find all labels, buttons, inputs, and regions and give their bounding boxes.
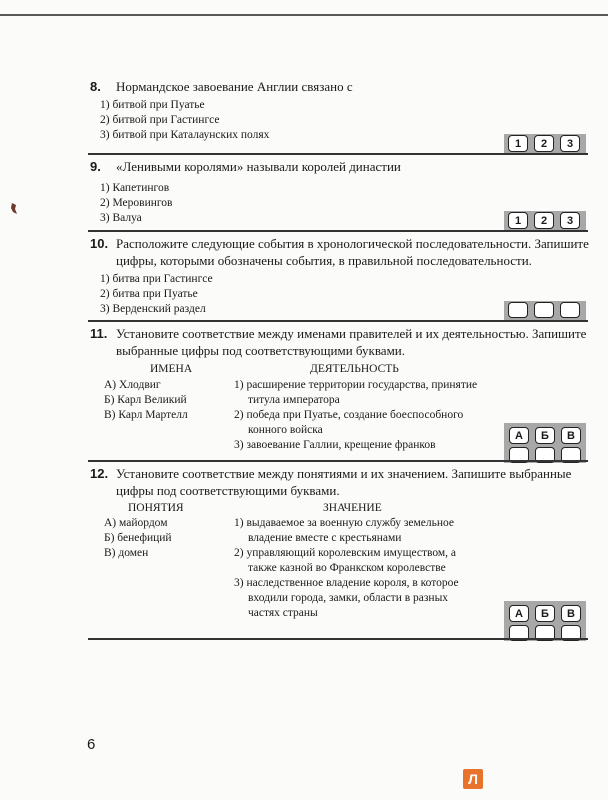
ink-spot-icon	[9, 202, 19, 216]
top-rule	[0, 14, 608, 16]
question-number: 10.	[90, 236, 109, 251]
match-right-item: 3) завоевание Галлии, крещение франков	[234, 439, 436, 451]
match-right-item: 2) управляющий королевским имуществом, а также казной во Франкском королевстве	[234, 547, 457, 574]
option: 2) битва при Пуатье	[100, 288, 198, 300]
match-left-list	[104, 378, 224, 423]
match-left-item: А) майордом	[104, 517, 168, 529]
answer-boxes	[508, 212, 580, 229]
letter-row	[504, 427, 586, 444]
letter-box-v: В	[561, 605, 581, 622]
answer-box-2[interactable]: 2	[534, 135, 554, 152]
answer-area	[504, 423, 586, 463]
column-header-concepts: ПОНЯТИЯ	[128, 502, 184, 514]
option: 2) битвой при Гастингсе	[100, 114, 220, 126]
answer-box-3[interactable]	[560, 302, 580, 318]
question-number: 8.	[90, 79, 101, 94]
question-number: 9.	[90, 159, 101, 174]
question-11	[90, 325, 590, 359]
answer-box-1[interactable]: 1	[508, 212, 528, 229]
answer-box-3[interactable]: 3	[560, 135, 580, 152]
match-left-list	[104, 516, 224, 561]
match-left-item: В) домен	[104, 547, 149, 559]
option: 1) Капетингов	[100, 182, 170, 194]
question-text: Расположите следующие события в хронологической последовательности. Запишите цифры, которыми обозначены события, в правильной последовательности.	[116, 236, 589, 268]
column-header-names: ИМЕНА	[150, 363, 193, 375]
option: 3) битвой при Каталаунских полях	[100, 129, 270, 141]
match-left-item: А) Хлодвиг	[104, 379, 161, 391]
letter-row	[504, 605, 586, 622]
match-left-item: В) Карл Мартелл	[104, 409, 188, 421]
answer-box-2[interactable]	[534, 302, 554, 318]
match-right-item: 1) расширение территории государства, принятие титула императора	[234, 379, 478, 406]
question-12	[90, 465, 590, 499]
letter-box-a: А	[509, 605, 529, 622]
match-right-list	[234, 516, 482, 621]
answer-box-1[interactable]: 1	[508, 135, 528, 152]
option: 1) битвой при Пуатье	[100, 99, 205, 111]
question-text: Установите соответствие между понятиями и их значением. Запишите выбранные цифры под соответствующими буквами.	[116, 466, 572, 498]
publisher-logo-icon: Л	[463, 769, 483, 789]
match-left-item: Б) Карл Великий	[104, 394, 187, 406]
option: 3) Валуа	[100, 212, 142, 224]
divider	[88, 230, 588, 232]
match-right-item: 2) победа при Пуатье, создание боеспособного конного войска	[234, 409, 464, 436]
answer-box-2[interactable]: 2	[534, 212, 554, 229]
answer-boxes	[508, 302, 580, 318]
letter-box-b: Б	[535, 427, 555, 444]
question-text: Установите соответствие между именами правителей и их деятельностью. Запишите выбранные цифры под соответствующими буквами.	[116, 326, 587, 358]
answer-box-3[interactable]: 3	[560, 212, 580, 229]
divider	[88, 320, 588, 322]
letter-box-a: А	[509, 427, 529, 444]
divider	[88, 638, 588, 640]
divider	[88, 153, 588, 155]
question-text: «Ленивыми королями» называли королей династии	[116, 159, 401, 174]
letter-box-v: В	[561, 427, 581, 444]
question-text: Нормандское завоевание Англии связано с	[116, 79, 353, 94]
page-number: 6	[87, 736, 96, 753]
column-header-meaning: ЗНАЧЕНИЕ	[323, 502, 382, 514]
match-right-item: 3) наследственное владение короля, в которое входили города, замки, области в разных частях страны	[234, 577, 459, 619]
question-number: 12.	[90, 466, 109, 481]
letter-box-b: Б	[535, 605, 555, 622]
match-right-list	[234, 378, 482, 453]
answer-box-1[interactable]	[508, 302, 528, 318]
match-right-item: 1) выдаваемое за военную службу земельное владение вместе с крестьянами	[234, 517, 455, 544]
option: 1) битва при Гастингсе	[100, 273, 213, 285]
answer-area	[504, 601, 586, 641]
answer-boxes	[508, 135, 580, 152]
option: 3) Верденский раздел	[100, 303, 206, 315]
column-header-activity: ДЕЯТЕЛЬНОСТЬ	[310, 363, 399, 375]
question-number: 11.	[90, 326, 108, 341]
option: 2) Меровингов	[100, 197, 173, 209]
divider	[88, 460, 588, 462]
match-left-item: Б) бенефиций	[104, 532, 172, 544]
